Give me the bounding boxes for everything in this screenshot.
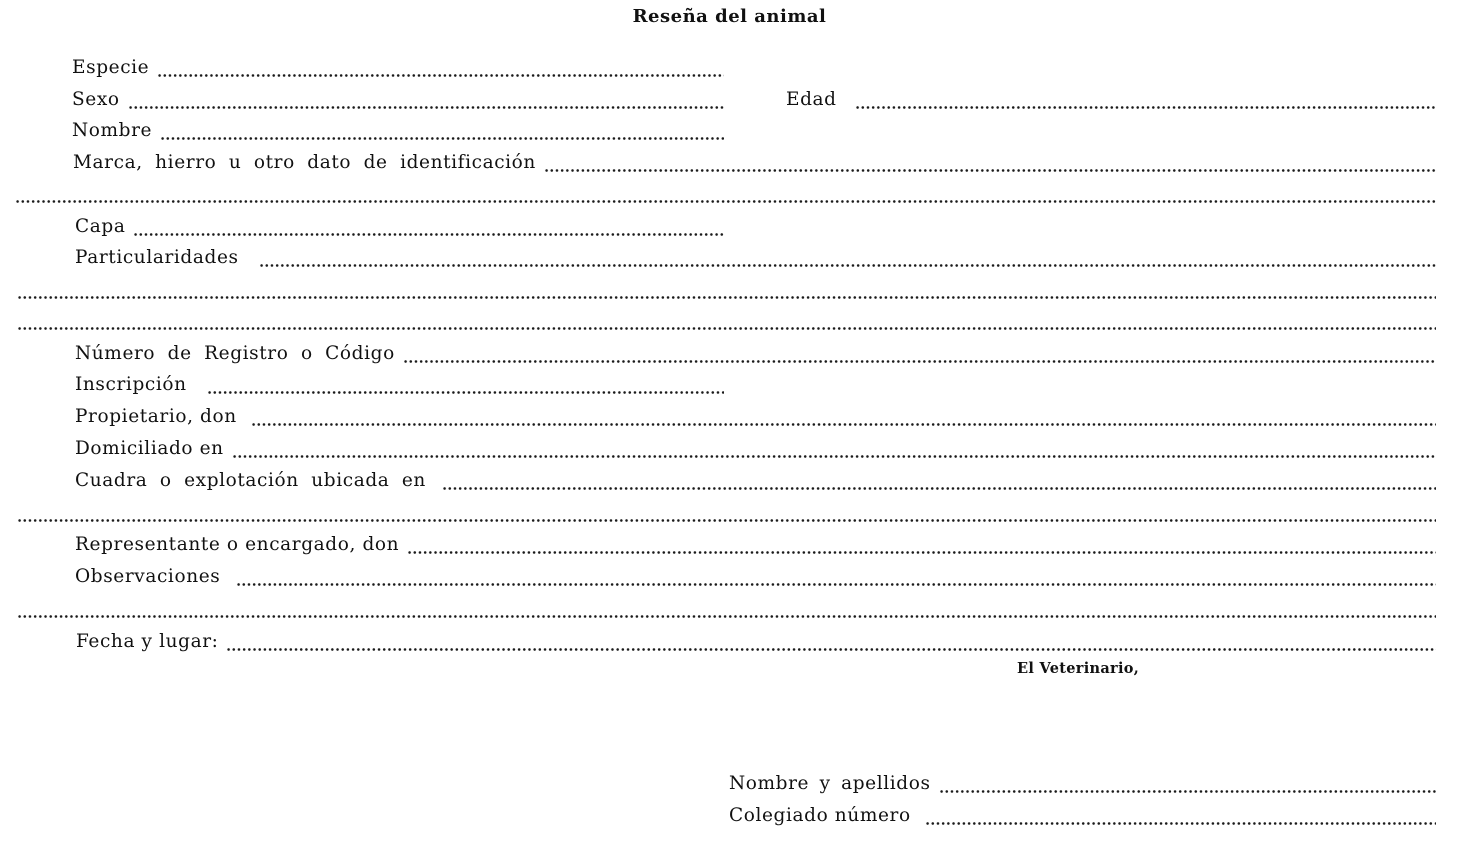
fill-line[interactable] xyxy=(17,305,1436,331)
field-label: Propietario, don xyxy=(75,406,237,427)
fill-line[interactable] xyxy=(232,433,1436,459)
field-domiciliado[interactable] xyxy=(75,433,1436,459)
form-title: Reseña del animal xyxy=(632,6,827,27)
field-label: Observaciones xyxy=(75,566,221,587)
field-label: Fecha y lugar: xyxy=(76,631,219,652)
field-sexo[interactable] xyxy=(72,84,724,110)
continuation-line[interactable] xyxy=(17,497,1436,523)
field-inscripcion[interactable] xyxy=(75,369,724,395)
field-registro[interactable] xyxy=(75,338,1436,364)
fill-line[interactable] xyxy=(226,626,1436,652)
field-cuadra[interactable] xyxy=(75,465,1436,491)
field-label: Cuadra o explotación ubicada en xyxy=(75,470,426,491)
fill-line[interactable] xyxy=(157,52,724,78)
field-label: Particularidades xyxy=(75,247,239,268)
field-label: Colegiado número xyxy=(729,805,911,826)
fill-line[interactable] xyxy=(544,147,1436,173)
fill-line[interactable] xyxy=(251,401,1436,427)
fill-line[interactable] xyxy=(442,465,1436,491)
fill-line[interactable] xyxy=(207,369,724,395)
continuation-line[interactable] xyxy=(17,305,1436,331)
fill-line[interactable] xyxy=(15,178,1436,204)
field-propietario[interactable] xyxy=(75,401,1436,427)
fill-line[interactable] xyxy=(160,115,724,141)
field-nombre[interactable] xyxy=(72,115,724,141)
fill-line[interactable] xyxy=(259,242,1436,268)
fill-line[interactable] xyxy=(236,561,1436,587)
signature-title: El Veterinario, xyxy=(1017,660,1140,677)
fill-line[interactable] xyxy=(403,338,1436,364)
field-label: Nombre y apellidos xyxy=(729,773,931,794)
field-label: Representante o encargado, don xyxy=(75,534,400,555)
field-fecha-lugar[interactable] xyxy=(76,626,1436,652)
fill-line[interactable] xyxy=(939,768,1436,794)
fill-line[interactable] xyxy=(17,497,1436,523)
continuation-line[interactable] xyxy=(17,593,1436,619)
field-label: Inscripción xyxy=(75,374,187,395)
fill-line[interactable] xyxy=(925,800,1436,826)
field-especie[interactable] xyxy=(72,52,724,78)
field-label: Marca, hierro u otro dato de identificación xyxy=(73,152,536,173)
fill-line[interactable] xyxy=(17,593,1436,619)
field-representante[interactable] xyxy=(75,529,1436,555)
fill-line[interactable] xyxy=(855,84,1436,110)
field-label: Domiciliado en xyxy=(75,438,224,459)
field-label: Capa xyxy=(75,216,126,237)
continuation-line[interactable] xyxy=(15,178,1436,204)
field-edad[interactable] xyxy=(786,84,1436,110)
field-label: Sexo xyxy=(72,89,120,110)
field-observaciones[interactable] xyxy=(75,561,1436,587)
field-capa[interactable] xyxy=(75,211,724,237)
field-label: Especie xyxy=(72,57,150,78)
fill-line[interactable] xyxy=(407,529,1436,555)
field-marca[interactable] xyxy=(73,147,1436,173)
field-particularidades[interactable] xyxy=(75,242,1436,268)
fill-line[interactable] xyxy=(133,211,724,237)
field-label: Nombre xyxy=(72,120,153,141)
fill-line[interactable] xyxy=(17,274,1436,300)
field-nombre-apellidos[interactable] xyxy=(729,768,1436,794)
continuation-line[interactable] xyxy=(17,274,1436,300)
field-label: Edad xyxy=(786,89,837,110)
fill-line[interactable] xyxy=(128,84,724,110)
field-colegiado[interactable] xyxy=(729,800,1436,826)
field-label: Número de Registro o Código xyxy=(75,343,395,364)
